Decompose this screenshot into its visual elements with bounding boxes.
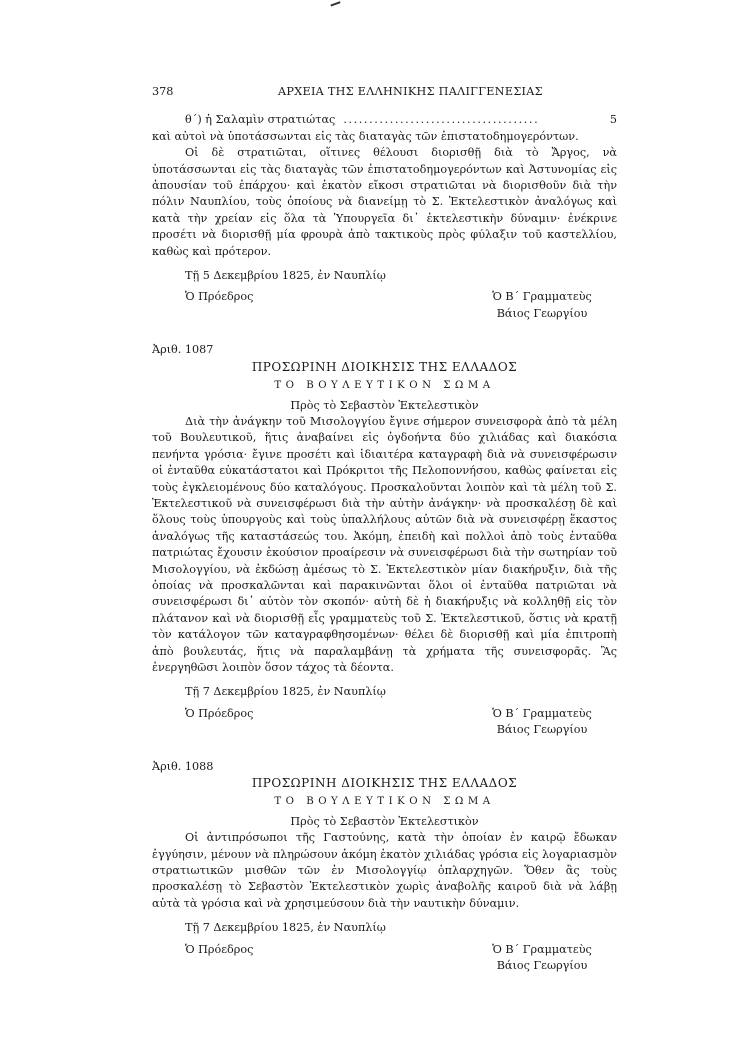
document-subheading: ΤΟ ΒΟΥΛΕΥΤΙΚΟΝ ΣΩΜΑ — [274, 796, 495, 808]
signatures — [152, 289, 617, 322]
date-line: Τῇ 7 Δεκεμβρίου 1825, ἐν Ναυπλίῳ — [185, 685, 386, 699]
signature-secretary — [467, 289, 617, 322]
signature-president: Ὁ Πρόεδρος — [185, 706, 254, 720]
date-line: Τῇ 5 Δεκεμβρίου 1825, ἐν Ναυπλίῳ — [185, 269, 386, 283]
signature-secretary-title: Ὁ Β΄ Γραμματεὺς — [492, 290, 592, 304]
signature-president: Ὁ Πρόεδρος — [185, 942, 254, 956]
document-addressee: Πρὸς τὸ Σεβαστὸν Ἐκτελεστικὸν — [290, 398, 479, 412]
signature-secretary — [467, 942, 617, 975]
signature-secretary-name: Βάιος Γεωργίου — [496, 959, 588, 973]
signature-secretary-title: Ὁ Β΄ Γραμματεὺς — [492, 706, 592, 720]
signatures — [152, 706, 617, 739]
document-heading: ΠΡΟΣΩΡΙΝΗ ΔΙΟΙΚΗΣΙΣ ΤΗΣ ΕΛΛΑΔΟΣ — [251, 776, 518, 791]
running-header — [152, 84, 617, 100]
document-number: Ἀριθ. 1087 — [152, 343, 214, 357]
document-subheading: ΤΟ ΒΟΥΛΕΥΤΙΚΟΝ ΣΩΜΑ — [274, 380, 495, 392]
signature-secretary — [467, 706, 617, 739]
document-addressee: Πρὸς τὸ Σεβαστὸν Ἐκτελεστικὸν — [290, 814, 479, 828]
signature-secretary-name: Βάιος Γεωργίου — [496, 306, 588, 320]
signature-secretary-name: Βάιος Γεωργίου — [496, 723, 588, 737]
document-number: Ἀριθ. 1088 — [152, 759, 214, 773]
document-body-text: Οἱ ἀντιπρόσωποι τῆς Γαστούνης, κατὰ τὴν ὁποίαν ἐν καιρῷ ἔδωκαν ἐγγύησιν, μένουν νὰ πληρώσουν ἀκόμη ἑκατὸν χιλιάδας γρόσια εἰς λογαριασμὸν στρατιωτικῶν μισθῶν τῶν ἐν Μισολογγίῳ ὁπλαρχηγῶν. Ὅθεν ἂς τοὺς προσκαλέσῃ τὸ Σεβαστὸν Ἐκτελεστικὸν χωρὶς ἀναβολῆς καιροῦ διὰ νὰ λάβῃ αὐτὰ τὰ γρόσια καὶ νὰ χρησιμεύσουν διὰ τὴν ναυτικὴν δύναμιν. — [152, 831, 617, 910]
signatures — [152, 942, 617, 975]
list-continuation: καὶ αὐτοὶ νὰ ὑποτάσσωνται εἰς τὰς διαταγὰς τῶν ἐπιστατοδημογερόντων. — [152, 129, 579, 143]
date-line: Τῇ 7 Δεκεμβρίου 1825, ἐν Ναυπλίῳ — [185, 921, 386, 935]
document-heading: ΠΡΟΣΩΡΙΝΗ ΔΙΟΙΚΗΣΙΣ ΤΗΣ ΕΛΛΑΔΟΣ — [251, 359, 518, 374]
signature-president: Ὁ Πρόεδρος — [185, 290, 254, 304]
list-row — [152, 112, 617, 128]
page-number: 378 — [152, 85, 174, 98]
document-body-text: Διὰ τὴν ἀνάγκην τοῦ Μισολογγίου ἔγινε σήμερον συνεισφορὰ ἀπὸ τὰ μέλη τοῦ Βουλευτικοῦ, ἥτις ἀναβαίνει εἰς ὀγδοήντα δύο χιλιάδας καὶ διακόσια πενήντα γρόσια· ἔγινε προσέτι καὶ ἰδιαιτέρα καταγραφὴ διὰ νὰ συνεισφέρωσιν οἱ ἐνταῦθα εὐκατάστατοι καὶ Πρόκριτοι τῆς Πελοποννήσου, καθὼς φαίνεται εἰς τοὺς ἐγκλειομένους δύο καταλόγους. Προσκαλοῦνται λοιπὸν καὶ τὰ μέλη τοῦ Σ. Ἐκτελεστικοῦ νὰ συνεισφέρωσι διὰ τὴν αὐτὴν ἀνάγκην· νὰ προσκαλέσῃ δὲ καὶ ὅλους τοὺς ὑπουργοὺς καὶ τοὺς ὑπαλλήλους αὐτῶν διὰ νὰ συνεισφέρῃ ἕκαστος ἀναλόγως τῆς καταστάσεώς του. Ἀκόμη, ἐπειδὴ καὶ πολλοὶ ἀπὸ τοὺς ἐνταῦθα πατριώτας ἔχουσιν ἑκούσιον προαίρεσιν νὰ συνεισφέρωσι διὰ τὴν σωτηρίαν τοῦ Μισολογγίου, νὰ ἐκδώσῃ ἀμέσως τὸ Σ. Ἐκτελεστικὸν μίαν διακήρυξιν, διὰ τῆς ὁποίας νὰ προσκαλῶνται καὶ παρακινῶνται ὅλοι οἱ ἐνταῦθα πατριῶται νὰ συνεισφέρωσι δι᾿ αὐτὸν τὸν σκοπόν· αὐτὴ δὲ ἡ διακήρυξις νὰ κολληθῇ εἰς τὸν πλάτανον καὶ νὰ διορισθῇ εἷς γραμματεὺς τοῦ Σ. Ἐκτελεστικοῦ, ὅστις νὰ κρατῇ τὸν κατάλογον τῶν καταγραφθησομένων· θέλει δὲ διορισθῇ καὶ μία ἐπιτροπὴ ἀπὸ βουλευτάς, ἥτις νὰ παραλαμβάνῃ τὰ χρήματα τῆς συνεισφορᾶς. Ἂς ἐνεργηθῶσι λοιπὸν ὅσον τάχος τὰ δέοντα. — [152, 414, 617, 674]
scan-artifact — [329, 0, 340, 7]
signature-secretary-title: Ὁ Β΄ Γραμματεὺς — [492, 942, 592, 956]
paragraph-text: Οἱ δὲ στρατιῶται, οἵτινες θέλουσι διορισθῇ διὰ τὸ Ἄργος, νὰ ὑποτάσσωνται εἰς τὰς διαταγὰς τῶν ἐπιστατοδημογερόντων καὶ Ἀστυνομίας εἰς ἀπουσίαν τοῦ ἐπάρχου· καὶ ἑκατὸν εἴκοσι στρατιῶται νὰ διορισθοῦν διὰ τὴν πόλιν Ναυπλίου, τοὺς ὁποίους νὰ διανείμῃ τὸ Σ. Ἐκτελεστικὸν ἀναλόγως καὶ κατὰ τὴν χρείαν εἰς ὅλα τὰ Ὑπουργεῖα δι᾿ ἐκτελεστικὴν δύναμιν· ἐνέκρινε προσέτι νὰ διορισθῇ μία φρουρὰ ἀπὸ τακτικοὺς πρὸς φύλαξιν τοῦ καστελλίου, καθὼς καὶ πρότερον. — [152, 146, 617, 258]
list-value: 5 — [609, 113, 617, 127]
running-title: ΑΡΧΕΙΑ ΤΗΣ ΕΛΛΗΝΙΚΗΣ ΠΑΛΙΓΓΕΝΕΣΙΑΣ — [278, 85, 543, 98]
list-item: θ΄) ἡ Σαλαμὶν στρατιώτας — [185, 113, 336, 127]
list-leader: ...................................... — [343, 113, 540, 127]
